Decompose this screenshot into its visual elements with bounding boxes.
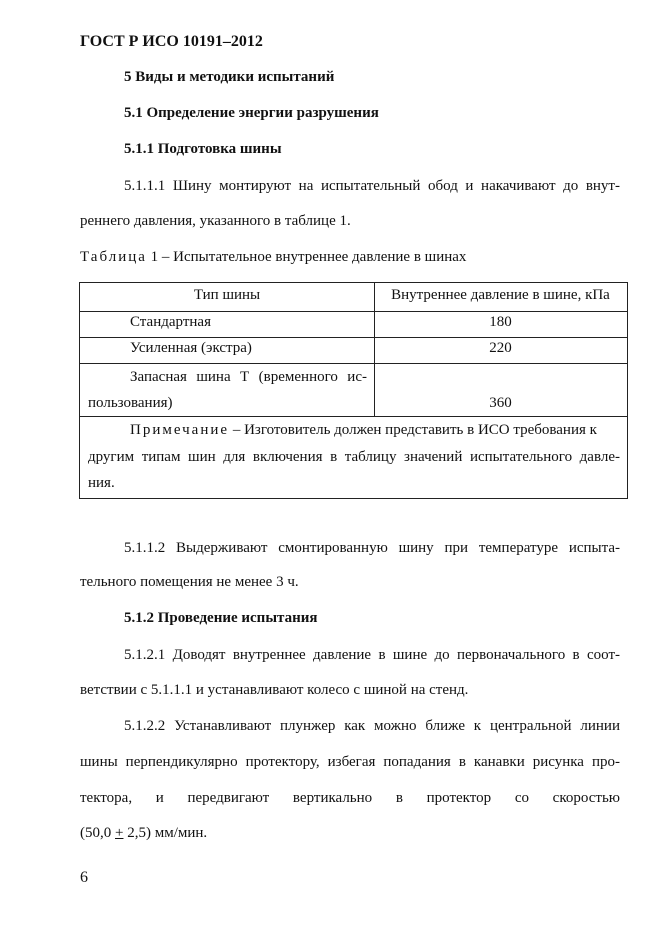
paragraph-5-1-1-2-line-2: тельного помещения не менее 3 ч. <box>80 574 299 590</box>
speed-value-end: 2,5) мм/мин. <box>123 825 208 841</box>
paragraph-5-1-2-1-line-1: 5.1.2.1 Доводят внутреннее давление в шине до первоначального в соот- <box>124 647 620 663</box>
table-rule <box>80 311 627 312</box>
table-rule <box>80 416 627 417</box>
table-row-type: Запасная шина Т (временного ис- <box>130 369 367 385</box>
table-note-text: – Изготовитель должен представить в ИСО требования к <box>229 422 597 438</box>
table-note-line-3: ния. <box>88 475 115 491</box>
document-code: ГОСТ Р ИСО 10191–2012 <box>80 33 263 50</box>
plus-minus-sign: + <box>115 825 124 841</box>
table-caption-text: 1 – Испытательное внутреннее давление в шинах <box>150 249 467 265</box>
table-note-label: Примечание <box>130 422 230 438</box>
table-row-type: Стандартная <box>130 314 211 330</box>
paragraph-5-1-2-2-line-1: 5.1.2.2 Устанавливают плунжер как можно ближе к центральной линии <box>124 718 620 734</box>
section-5-1-title: 5.1 Определение энергии разрушения <box>124 105 379 121</box>
table-note-line-1 <box>130 421 597 439</box>
table-rule <box>80 363 627 364</box>
table-rule <box>80 337 627 338</box>
table-row-type: Усиленная (экстра) <box>130 340 252 356</box>
page-number: 6 <box>80 869 88 886</box>
paragraph-5-1-1-1-line-1: 5.1.1.1 Шину монтируют на испытательный обод и накачивают до внут- <box>124 178 620 194</box>
speed-value-start: (50,0 <box>80 825 115 841</box>
paragraph-5-1-2-2-line-4 <box>80 824 207 842</box>
table-row-pressure: 180 <box>489 314 512 330</box>
table-caption <box>80 248 466 266</box>
column-header-tire-type: Тип шины <box>193 287 261 303</box>
table-row-type-continued: пользования) <box>88 395 173 411</box>
paragraph-5-1-1-2-line-1: 5.1.1.2 Выдерживают смонтированную шину при температуре испыта- <box>124 540 620 556</box>
pressure-table <box>79 282 628 499</box>
paragraph-5-1-2-2-line-3: тектора, и передвигают вертикально в протектор со скоростью <box>80 790 620 806</box>
column-header-pressure: Внутреннее давление в шине, кПа <box>391 287 610 303</box>
paragraph-5-1-1-1-line-2: реннего давления, указанного в таблице 1. <box>80 213 351 229</box>
table-note-line-2: другим типам шин для включения в таблицу значений испытательного давле- <box>88 449 620 465</box>
section-5-1-2-title: 5.1.2 Проведение испытания <box>124 610 318 626</box>
table-row-pressure: 360 <box>489 395 512 411</box>
table-caption-label: Таблица <box>80 249 147 265</box>
section-5-1-1-title: 5.1.1 Подготовка шины <box>124 141 282 157</box>
paragraph-5-1-2-2-line-2: шины перпендикулярно протектору, избегая попадания в канавки рисунка про- <box>80 754 620 770</box>
paragraph-5-1-2-1-line-2: ветствии с 5.1.1.1 и устанавливают колесо с шиной на стенд. <box>80 682 469 698</box>
section-5-title: 5 Виды и методики испытаний <box>124 69 335 85</box>
table-row-pressure: 220 <box>489 340 512 356</box>
